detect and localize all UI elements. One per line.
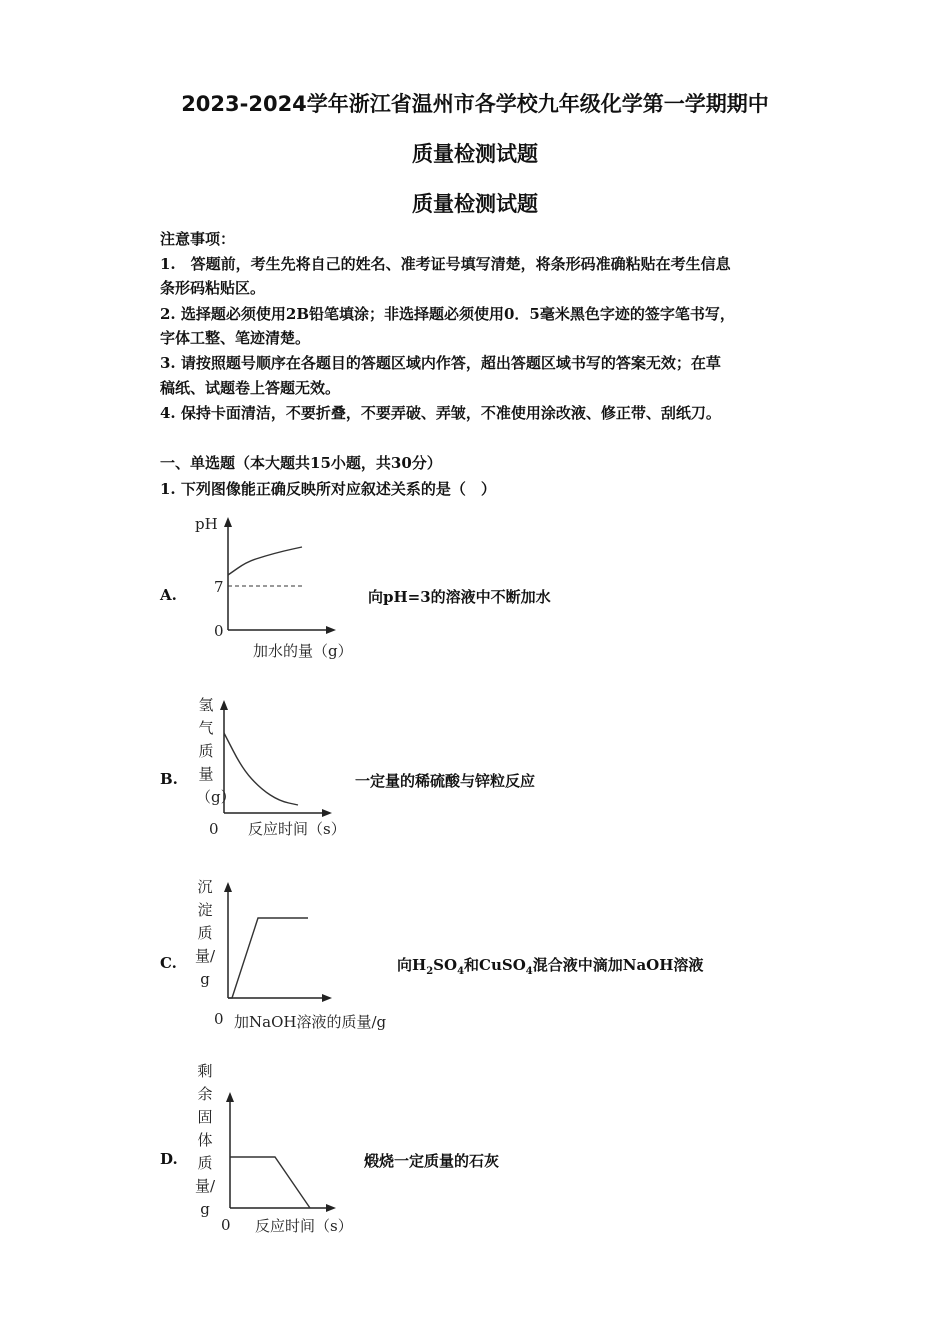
note-line: 4. 保持卡面清洁，不要折叠，不要弄破、弄皱，不准使用涂改液、修正带、刮纸刀。 [160, 404, 721, 422]
graph-d-ylabel: 剩余固体质量/g [195, 1062, 216, 1218]
graph-a-ylabel: pH [195, 515, 218, 533]
question-stem: 1. 下列图像能正确反映所对应叙述关系的是（ ） [160, 480, 496, 498]
option-d-label: D. [160, 1150, 178, 1168]
section-heading: 一、单选题（本大题共15小题，共30分） [160, 454, 442, 472]
option-c-desc: 向$H_2SO_4$和CuSO$_4$混合液中滴加NaOH溶液 [397, 956, 704, 977]
note-line: 3. 请按照题号顺序在各题目的答题区域内作答，超出答题区域书写的答案无效；在草 [160, 354, 721, 372]
graph-c-y-arrow [224, 882, 232, 892]
note-line: 稿纸、试题卷上答题无效。 [160, 379, 341, 397]
notes-heading: 注意事项： [160, 230, 236, 248]
graph-b-curve [224, 733, 298, 805]
graph-d-origin: 0 [221, 1216, 231, 1234]
graph-d-curve [230, 1157, 310, 1208]
note-line: 条形码粘贴区。 [160, 279, 266, 297]
graph-a [220, 515, 340, 640]
option-b-desc: 一定量的稀硫酸与锌粒反应 [355, 772, 536, 790]
graph-b-ylabel: 氢气质量（g） [196, 696, 236, 806]
option-b-label: B. [160, 770, 178, 788]
page-title-line2: 质量检测试题 [412, 142, 538, 166]
option-d-desc: 煅烧一定质量的石灰 [364, 1152, 500, 1170]
graph-a-tick-7: 7 [214, 578, 224, 596]
page-title-line3: 质量检测试题 [412, 192, 538, 216]
graph-b [218, 698, 338, 818]
graph-c [222, 880, 337, 1005]
page-title-line1: 2023-2024学年浙江省温州市各学校九年级化学第一学期期中 [181, 92, 769, 116]
graph-a-x-arrow [326, 626, 336, 634]
graph-d-y-arrow [226, 1092, 234, 1102]
option-a-desc: 向pH=3的溶液中不断加水 [368, 588, 551, 606]
option-c-label: C. [160, 954, 177, 972]
graph-b-x-arrow [322, 809, 332, 817]
graph-b-xlabel: 反应时间（s） [248, 820, 346, 838]
note-line: 2. 选择题必须使用2B铅笔填涂；非选择题必须使用0．5毫米黑色字迹的签字笔书写， [160, 305, 735, 323]
graph-c-curve [228, 918, 308, 998]
note-line: 1. 答题前，考生先将自己的姓名、准考证号填写清楚，将条形码准确粘贴在考生信息 [160, 255, 731, 273]
graph-b-y-arrow [220, 700, 228, 710]
graph-a-y-arrow [224, 517, 232, 527]
graph-c-origin: 0 [214, 1010, 224, 1028]
graph-d-xlabel: 反应时间（s） [255, 1217, 353, 1235]
graph-b-origin: 0 [209, 820, 219, 838]
graph-a-curve [228, 547, 302, 575]
graph-a-origin: 0 [214, 622, 224, 640]
graph-a-xlabel: 加水的量（g） [253, 642, 353, 660]
graph-d [224, 1090, 344, 1212]
graph-c-ylabel: 沉淀质量/g [195, 878, 216, 988]
option-a-label: A. [160, 586, 177, 604]
note-line: 字体工整、笔迹清楚。 [160, 329, 311, 347]
graph-d-x-arrow [326, 1204, 336, 1212]
graph-c-x-arrow [322, 994, 332, 1002]
graph-c-xlabel: 加NaOH溶液的质量/g [234, 1013, 387, 1031]
